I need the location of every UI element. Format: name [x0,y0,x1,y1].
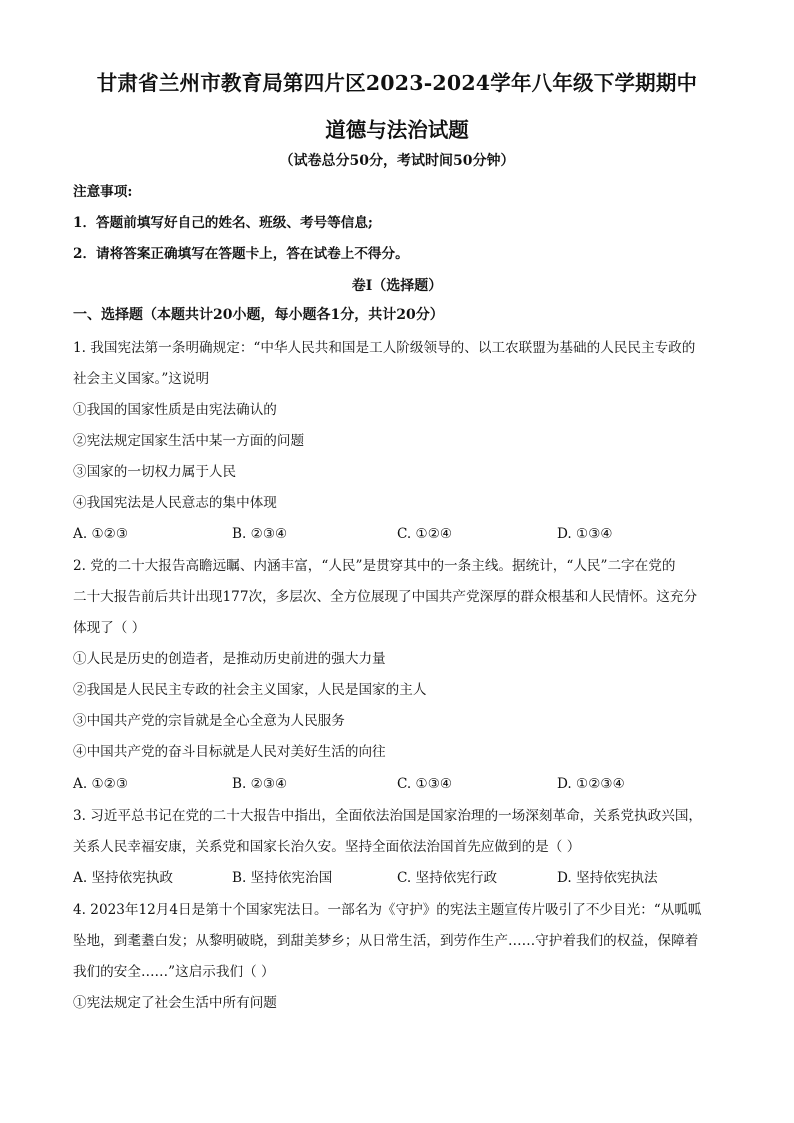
question-stem: 关系人民幸福安康，关系党和国家长治久安。坚持全面依法治国首先应做到的是（ ） [73,839,581,855]
question-stem: 4. 2023年12月4日是第十个国家宪法日。一部名为《守护》的宪法主题宣传片吸引了不少目光：“从呱呱 [73,902,702,918]
notes-heading: 注意事项: [73,184,133,200]
answer-option-b[interactable]: B. 坚持依宪治国 [232,870,333,886]
question-statement: ②宪法规定国家生活中某一方面的问题 [73,433,305,449]
question-statement: ①我国的国家性质是由宪法确认的 [73,402,277,418]
answer-option-c[interactable]: C. ①②④ [397,526,453,542]
answer-option-a[interactable]: A. ①②③ [73,526,129,542]
answer-option-d[interactable]: D. 坚持依宪执法 [557,870,658,886]
question-stem: 二十大报告前后共计出现177次，多层次、全方位展现了中国共产党深厚的群众根基和人民情怀。这充分 [73,589,698,605]
question-statement: ②我国是人民民主专政的社会主义国家，人民是国家的主人 [73,682,427,698]
question-statement: ④我国宪法是人民意志的集中体现 [73,495,277,511]
question-stem: 我们的安全……”这启示我们（ ） [73,964,275,980]
exam-title-line2: 道德与法治试题 [325,118,469,142]
question-statement: ④中国共产党的奋斗目标就是人民对美好生活的向往 [73,744,386,760]
answer-option-c[interactable]: C. ①③④ [397,776,453,792]
answer-option-b[interactable]: B. ②③④ [232,776,288,792]
question-statement: ③国家的一切权力属于人民 [73,464,237,480]
question-stem: 2. 党的二十大报告高瞻远瞩、内涵丰富，“人民”是贯穿其中的一条主线。据统计，“人民”二字在党的 [73,558,676,574]
note-item: 1．答题前填写好自己的姓名、班级、考号等信息; [73,215,373,231]
answer-option-b[interactable]: B. ②③④ [232,526,288,542]
question-stem: 3. 习近平总书记在党的二十大报告中指出，全面依法治国是国家治理的一场深刻革命，关系党执政兴国， [73,808,703,824]
note-item: 2．请将答案正确填写在答题卡上，答在试卷上不得分。 [73,246,409,262]
answer-option-a[interactable]: A. ①②③ [73,776,129,792]
question-stem: 社会主义国家。”这说明 [73,371,210,387]
answer-option-d[interactable]: D. ①②③④ [557,776,625,792]
question-stem: 坠地，到耄耋白发；从黎明破晓，到甜美梦乡；从日常生活，到劳作生产……守护着我们的权益，保障着 [73,933,699,949]
exam-title-line1: 甘肃省兰州市教育局第四片区2023-2024学年八年级下学期期中 [96,71,698,95]
question-stem: 体现了（ ） [73,620,146,636]
exam-info: （试卷总分50分，考试时间50分钟） [279,153,515,169]
question-stem: 1. 我国宪法第一条明确规定：“中华人民共和国是工人阶级领导的、以工农联盟为基础的人民民主专政的 [73,340,696,356]
question-statement: ③中国共产党的宗旨就是全心全意为人民服务 [73,713,345,729]
answer-option-a[interactable]: A. 坚持依宪执政 [73,870,174,886]
question-statement: ①人民是历史的创造者，是推动历史前进的强大力量 [73,651,386,667]
section-title: 卷Ⅰ（选择题） [351,278,443,294]
part-heading: 一、选择题（本题共计20小题，每小题各1分，共计20分） [73,307,444,323]
answer-option-d[interactable]: D. ①③④ [557,526,613,542]
question-statement: ①宪法规定了社会生活中所有问题 [73,995,277,1011]
answer-option-c[interactable]: C. 坚持依宪行政 [397,870,498,886]
